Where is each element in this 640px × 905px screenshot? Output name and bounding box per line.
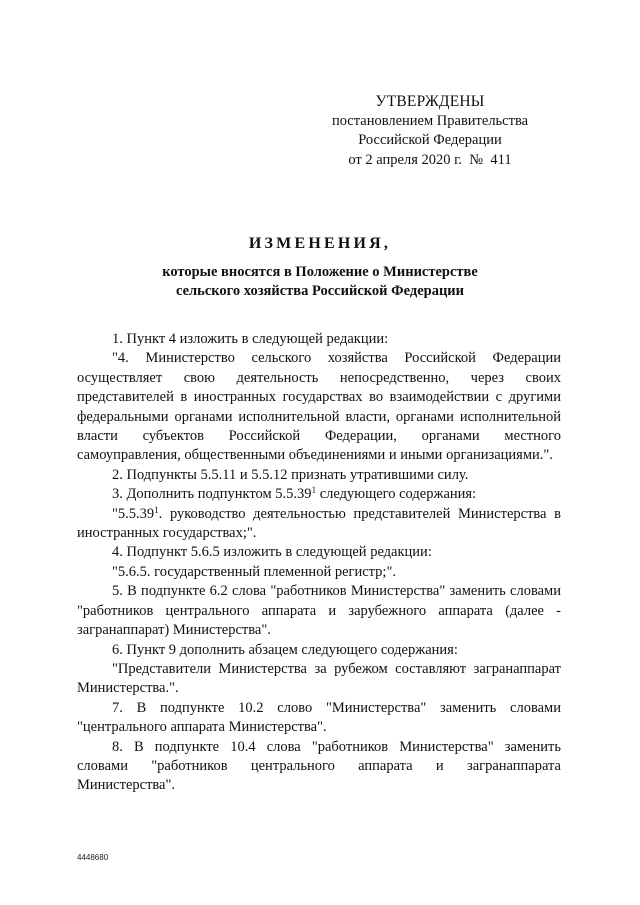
item-6: 6. Пункт 9 дополнить абзацем следующего содержания: (112, 641, 458, 658)
item-3-quote (77, 505, 561, 544)
item-3-superscript: 1 (311, 485, 317, 496)
approval-line-3: от 2 апреля 2020 г. № 411 (348, 151, 512, 168)
approval-line-1: постановлением Правительства (331, 112, 529, 129)
document-number: 4448680 (77, 853, 109, 862)
item-4: 4. Подпункт 5.6.5 изложить в следующей редакции: (112, 544, 432, 561)
approval-block (330, 92, 530, 170)
item-7: 7. В подпункте 10.2 слово "Министерства" заменить словами "центрального аппарата Министерства". (77, 699, 561, 736)
document-heading (80, 232, 560, 301)
item-5: 5. В подпункте 6.2 слова "работников Министерства" заменить словами "работников центрального аппарата и зарубежного аппарата (далее - загранаппарат) Министерства". (77, 583, 561, 639)
item-2: 2. Подпункты 5.5.11 и 5.5.12 признать утратившими силу. (112, 466, 469, 483)
approval-title: УТВЕРЖДЕНЫ (375, 93, 485, 110)
document-subtitle: которые вносятся в Положение о Министерстве сельского хозяйства Российской Федерации (162, 264, 478, 299)
document-body (77, 330, 561, 796)
item-3-text-end: следующего содержания: (316, 486, 477, 503)
item-3-quote-superscript: 1 (154, 504, 159, 515)
item-3-quote-text-end: . руководство деятельностью представителей Министерства в иностранных государствах;". (77, 505, 561, 542)
item-1: 1. Пункт 4 изложить в следующей редакции: (112, 331, 389, 347)
approval-line-2: Российской Федерации (358, 132, 502, 148)
item-6-quote: "Представители Министерства за рубежом составляют загранаппарат Министерства.". (77, 660, 561, 697)
item-3-quote-text: "5.5.39 (112, 505, 155, 522)
item-8: 8. В подпункте 10.4 слова "работников Министерства" заменить словами "работников центрального аппарата и загранаппарата Министерства". (77, 738, 561, 794)
item-1-quote: "4. Министерство сельского хозяйства Российской Федерации осуществляет свою деятельность непосредственно, через своих представителей в иностранных государствах во взаимодействии с другими федеральными органами исполнительной власти, органами исполнительной власти субъектов Российской Федерации, органами местного самоуправления, общественными объединениями и иными организациями.". (77, 350, 561, 464)
item-3 (77, 485, 561, 504)
item-4-quote: "5.6.5. государственный племенной регистр;". (112, 563, 396, 580)
document-title: ИЗМЕНЕНИЯ, (248, 235, 392, 252)
item-3-text: 3. Дополнить подпунктом 5.5.39 (112, 486, 312, 503)
